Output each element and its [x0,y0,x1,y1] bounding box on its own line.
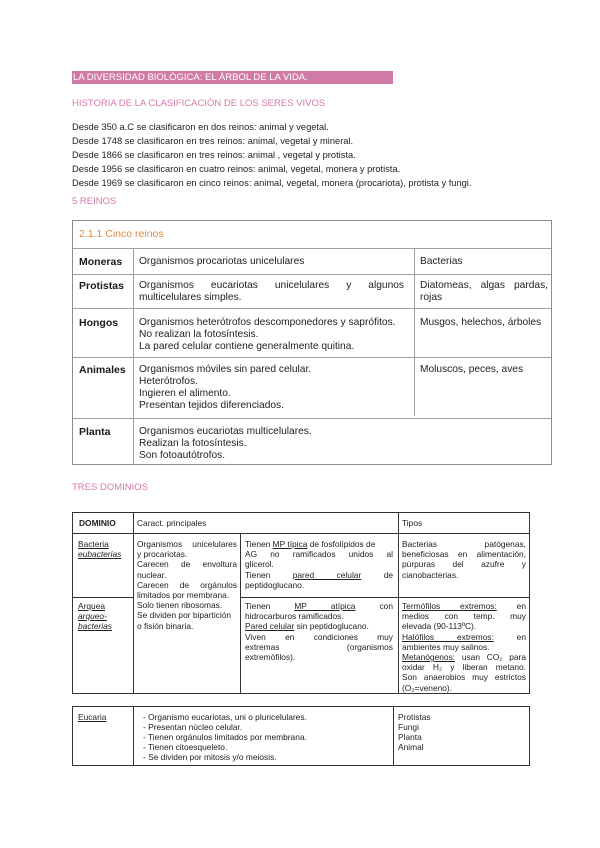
reino-examples: Musgos, helechos, árboles [420,317,542,328]
history-line: Desde 1969 se clasificaron en cinco reinos: animal, vegetal, monera (procariota), protista y fungi. [72,178,472,188]
history-line: Desde 1866 se clasificaron en tres reinos: animal , vegetal y protista. [72,150,356,160]
reinos-table [72,220,552,465]
dominios-table [72,512,530,694]
bacteria-tipos: Bacterias patógenas, beneficiosas en alimentación, púrpuras del azufre y cianobacterias. [402,539,526,580]
dominio-bacteria: Bacteria eubacterias [78,539,122,560]
reino-name: Hongos [79,317,119,329]
dominio-arquea: Arquea arqueo- bacterias [78,601,112,632]
reino-examples: Diatomeas, algas pardas, rojas [420,280,548,303]
arquea-tipos: Termófilos extremos: en medios con temp. muy elevada (90-113ºC). Halófilos extremos: en ambientes muy salinos. Metanógenos: usan CO₂ para oxidar H₂ y liberan metano. Son anaerobios muy estrictos (O₂=veneno). [402,601,526,693]
reino-desc: Organismos procariotas unicelulares [139,256,305,267]
header-caract: Caract. principales [137,518,207,528]
history-line: Desde 1956 se clasificaron en cuatro reinos: animal, vegetal, monera y protista. [72,164,401,174]
reino-desc: Organismos eucariotas unicelulares y algunos multicelulares simples. [139,280,404,303]
reino-examples: Bacterias [420,256,463,267]
header-tipos: Tipos [402,518,423,528]
reinos-caption: 2.1.1 Cinco reinos [79,228,164,240]
reino-examples: Moluscos, peces, aves [420,364,524,375]
history-heading: HISTORIA DE LA CLASIFICACIÓN DE LOS SERES VIVOS [72,98,326,109]
eucaria-table [72,706,530,766]
reino-desc: Organismos heterótrofos descomponedores y saprófitos. No realizan la fotosíntesis. La pared celular contiene generalmente quitina. [139,317,396,352]
arquea-membrana: Tienen MP atípica con hidrocarburos ramificados. Pared celular sin peptidoglucano. Viven en condiciones muy extremas (organismos extremófilos). [245,601,393,663]
header-dominio: DOMINIO [79,518,116,528]
history-line: Desde 1748 se clasificaron en tres reinos: animal, vegetal y mineral. [72,136,354,146]
reino-name: Moneras [79,256,123,268]
dominio-eucaria: Eucaria [78,712,107,722]
page-title: LA DIVERSIDAD BIOLÓGICA: EL ÁRBOL DE LA VIDA. [72,71,393,84]
reino-name: Planta [79,426,111,438]
shared-characteristics: Organismos unicelulares y procariotas. Carecen de envoltura nuclear. Carecen de orgánulos limitados por membrana. Solo tienen ribosomas. Se dividen por bipartición o fisión binaria. [137,539,237,631]
reino-name: Protistas [79,280,124,292]
reino-name: Animales [79,364,126,376]
reinos-heading: 5 REINOS [72,196,117,207]
bacteria-membrana: Tienen MP típica de fosfolípidos de AG no ramificados unidos al glicerol. Tienen pared celular de peptidoglucano. [245,539,394,590]
reino-desc: Organismos móviles sin pared celular. Heterótrofos. Ingieren el alimento. Presentan tejidos diferenciados. [139,364,312,411]
eucaria-caracteristicas: - Organismo eucariotas, uni o pluricelulares. - Presentan núcleo celular. - Tienen orgánulos limitados por membrana. - Tienen citoesqueleto. - Se dividen por mitosis y/o meiosis. [143,712,307,762]
eucaria-tipos: Protistas Fungi Planta Animal [398,712,431,752]
dominios-heading: TRES DOMINIOS [72,482,149,493]
history-line: Desde 350 a.C se clasificaron en dos reinos: animal y vegetal. [72,122,329,132]
reino-desc: Organismos eucariotas multicelulares. Realizan la fotosíntesis. Son fotoautótrofos. [139,426,312,461]
